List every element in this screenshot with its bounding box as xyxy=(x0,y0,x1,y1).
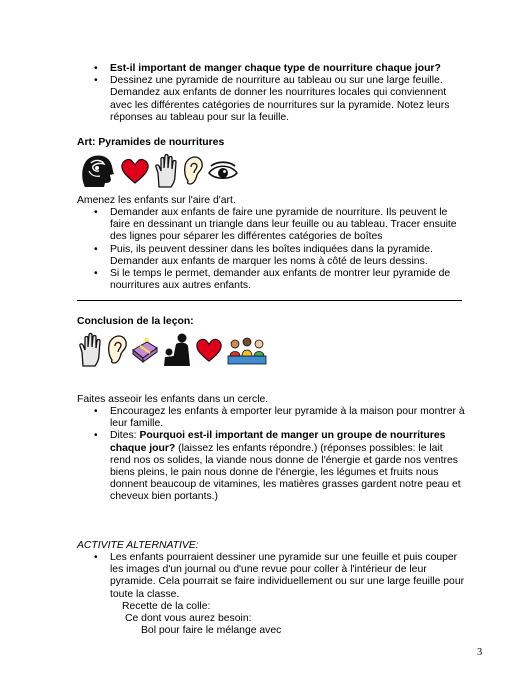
art-icon-row xyxy=(77,151,239,195)
alternative-heading: ACTIVITE ALTERNATIVE: xyxy=(77,540,199,551)
answer-text: (laissez les enfants répondre.) (réponses possibles: le lait rend nos os solides, la viande nous donne de l'énergie et garde nos ventres biens pleins, le pain nous donne de l'énergie, les légumes et fruits nous donnent beaucoup de vitamines, les matières grasses gardent notre peau et cheveux bien portants.) xyxy=(110,442,461,503)
list-item: • Puis, ils peuvent dessiner dans les boîtes indiquées dans la pyramide. Demander aux enfants de marquer les noms à côté de leurs dessins. xyxy=(86,244,466,268)
ear-icon xyxy=(106,334,128,370)
top-bullet-list xyxy=(86,63,466,124)
page-number: 3 xyxy=(477,647,483,658)
eye-icon xyxy=(207,160,239,186)
list-item: • Encouragez les enfants à emporter leur pyramide à la maison pour montrer à leur famille. xyxy=(86,406,466,430)
ear-icon xyxy=(182,155,204,191)
heart-icon xyxy=(195,337,223,367)
list-item: • Les enfants pourraient dessiner une pyramide sur une feuille et puis couper les images d'un journal ou d'une revue pour coller à l'intérieur de leur pyramide. Cela pourrait se faire individuellement ou sur une large feuille pour toute la classe. xyxy=(86,552,468,601)
head-profile-icon xyxy=(77,151,117,195)
alternative-bullet-list xyxy=(86,552,468,601)
recipe-needs: Ce dont vous aurez besoin: xyxy=(125,613,252,624)
list-item xyxy=(86,430,466,503)
list-item: • Demander aux enfants de faire une pyramide de nourriture. Ils peuvent le faire en dessinant un triangle dans leur feuille ou au tableau. Tracer ensuite des lignes pour séparer les différentes catégories de boîtes xyxy=(86,207,466,244)
recipe-title: Recette de la colle: xyxy=(122,601,211,612)
hand-icon xyxy=(77,332,103,372)
conclusion-bullet-list xyxy=(86,406,466,504)
question-bold-text: Pourquoi est-il important de manger un groupe de nourritures chaque jour? xyxy=(110,430,446,454)
section-divider xyxy=(77,300,462,301)
children-group-icon xyxy=(226,334,268,370)
list-item: • Si le temps le permet, demander aux enfants de montrer leur pyramide de nourritures aux autres enfants. xyxy=(86,268,466,292)
conclusion-heading: Conclusion de la leçon: xyxy=(77,316,194,327)
list-item: • Dessinez une pyramide de nourriture au tableau ou sur une large feuille. Demandez aux enfants de donner les nourritures locales qui conviennent avec les différentes catégories de nourritures sur la pyramide. Notez leurs réponses au tableau pour sur la feuille. xyxy=(86,75,466,124)
conclusion-intro-text: Faites asseoir les enfants dans un cercle. xyxy=(77,394,269,405)
conclusion-icon-row xyxy=(77,332,268,372)
say-prefix: Dites: xyxy=(110,430,140,442)
hand-icon xyxy=(153,153,179,193)
gift-icon xyxy=(131,336,159,368)
mother-child-icon xyxy=(162,332,192,372)
recipe-item: Bol pour faire le mélange avec xyxy=(141,625,282,636)
list-item xyxy=(86,63,466,75)
heart-icon xyxy=(120,157,150,189)
list-item-bold-text: Est-il important de manger chaque type de nourriture chaque jour? xyxy=(110,63,441,74)
art-section-heading: Art: Pyramides de nourritures xyxy=(77,137,225,148)
art-bullet-list xyxy=(86,207,466,292)
art-intro-text: Amenez les enfants sur l'aire d'art. xyxy=(77,195,236,206)
